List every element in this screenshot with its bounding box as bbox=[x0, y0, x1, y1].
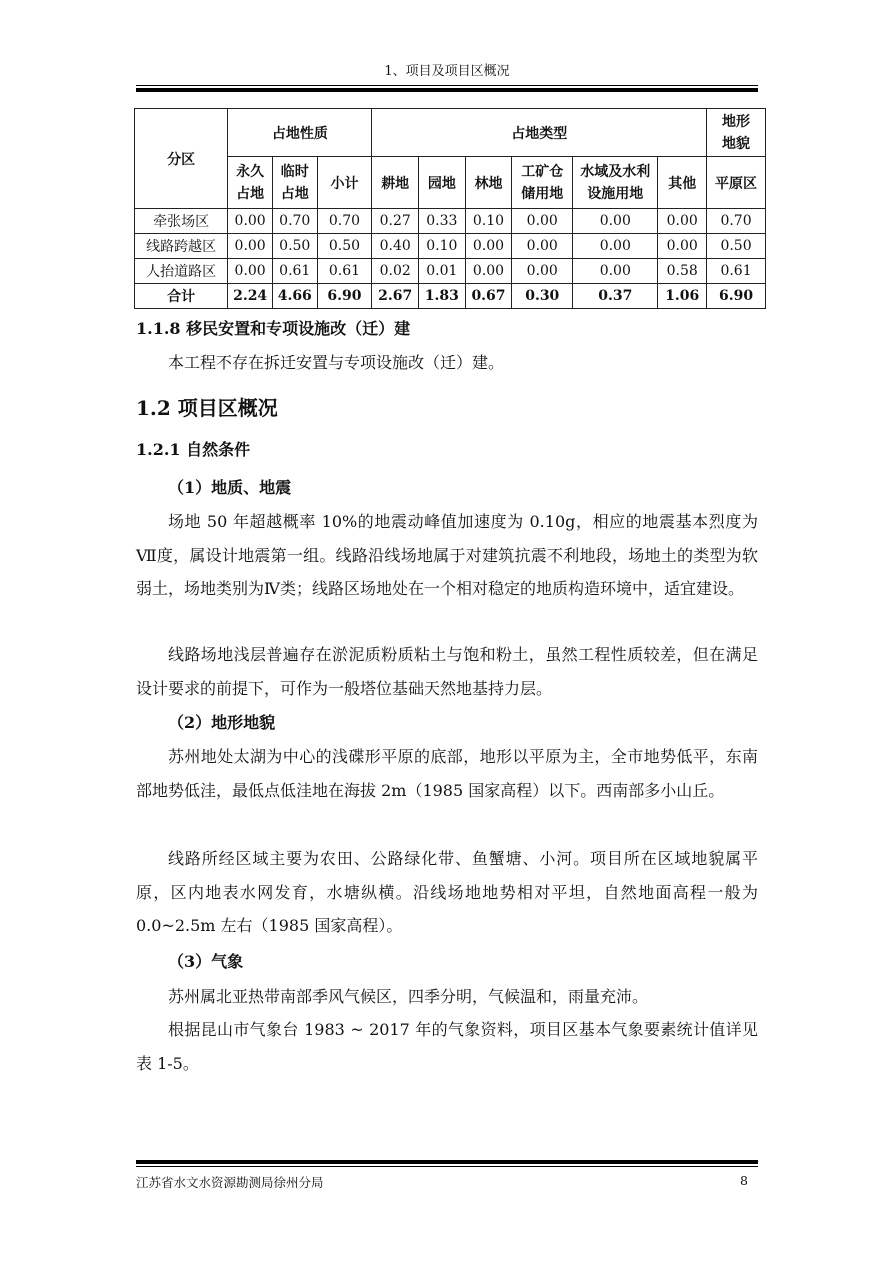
cell: 0.40 bbox=[372, 234, 419, 259]
page-header: 1、项目及项目区概况 bbox=[384, 64, 510, 79]
header-other: 其他 bbox=[658, 157, 707, 209]
cell: 0.10 bbox=[465, 209, 512, 234]
section-1-1-8-title: 1.1.8 移民安置和专项设施改（迁）建 bbox=[136, 319, 411, 338]
header-temporary: 临时占地 bbox=[272, 157, 317, 209]
header-forest: 林地 bbox=[465, 157, 512, 209]
paragraph-foundation: 线路场地浅层普遍存在淤泥质粉质粘土与饱和粉土，虽然工程性质较差，但在满足设计要求的前提下，可作为一般塔位基础天然地基持力层。 bbox=[136, 645, 758, 698]
table-row bbox=[135, 259, 766, 284]
header-land-type: 占地类型 bbox=[372, 109, 707, 157]
cell: 0.67 bbox=[465, 284, 512, 309]
subheading-climate: （3）气象 bbox=[168, 952, 244, 971]
header-plain: 平原区 bbox=[707, 157, 766, 209]
cell: 6.90 bbox=[317, 284, 372, 309]
section-1-1-8-text: 本工程不存在拆迁安置与专项设施改（迁）建。 bbox=[168, 353, 505, 372]
cell: 0.01 bbox=[419, 259, 466, 284]
cell: 0.00 bbox=[465, 259, 512, 284]
header-rule-thick bbox=[136, 88, 758, 92]
cell: 0.00 bbox=[512, 234, 573, 259]
cell: 0.00 bbox=[228, 234, 273, 259]
cell: 0.61 bbox=[272, 259, 317, 284]
cell: 6.90 bbox=[707, 284, 766, 309]
header-subtotal: 小计 bbox=[317, 157, 372, 209]
cell: 0.00 bbox=[512, 259, 573, 284]
cell: 0.30 bbox=[512, 284, 573, 309]
cell: 0.27 bbox=[372, 209, 419, 234]
land-use-table bbox=[134, 108, 766, 309]
section-1-2-1-title: 1.2.1 自然条件 bbox=[136, 440, 251, 459]
cell: 0.58 bbox=[658, 259, 707, 284]
paragraph-route-area: 线路所经区域主要为农田、公路绿化带、鱼蟹塘、小河。项目所在区域地貌属平原，区内地表水网发育，水塘纵横。沿线场地地势相对平坦，自然地面高程一般为 0.0~2.5m 左右（1985 国家高程）。 bbox=[136, 849, 758, 935]
paragraph-landform: 苏州地处太湖为中心的浅碟形平原的底部，地形以平原为主，全市地势低平，东南部地势低洼，最低点低洼地在海拔 2m（1985 国家高程）以下。西南部多小山丘。 bbox=[136, 747, 758, 800]
row-name: 线路跨越区 bbox=[135, 234, 228, 259]
cell: 0.50 bbox=[707, 234, 766, 259]
header-land-nature: 占地性质 bbox=[228, 109, 372, 157]
header-rule-thin bbox=[136, 85, 758, 86]
row-name: 牵张场区 bbox=[135, 209, 228, 234]
cell: 0.61 bbox=[707, 259, 766, 284]
cell: 0.70 bbox=[272, 209, 317, 234]
header-garden: 园地 bbox=[419, 157, 466, 209]
cell: 0.00 bbox=[573, 259, 658, 284]
cell: 4.66 bbox=[272, 284, 317, 309]
paragraph-climate: 苏州属北亚热带南部季风气候区，四季分明，气候温和，雨量充沛。 bbox=[168, 987, 649, 1006]
cell: 0.00 bbox=[658, 234, 707, 259]
header-farmland: 耕地 bbox=[372, 157, 419, 209]
footer-rule-thick bbox=[136, 1160, 758, 1164]
row-name: 人抬道路区 bbox=[135, 259, 228, 284]
section-1-2-title: 1.2 项目区概况 bbox=[136, 396, 278, 420]
cell: 2.67 bbox=[372, 284, 419, 309]
cell: 0.33 bbox=[419, 209, 466, 234]
page-number: 8 bbox=[740, 1173, 748, 1188]
cell: 2.24 bbox=[228, 284, 273, 309]
cell: 0.00 bbox=[228, 259, 273, 284]
cell: 1.83 bbox=[419, 284, 466, 309]
cell: 0.37 bbox=[573, 284, 658, 309]
subheading-terrain: （2）地形地貌 bbox=[168, 713, 276, 732]
table-total-row bbox=[135, 284, 766, 309]
cell: 0.70 bbox=[707, 209, 766, 234]
cell: 0.00 bbox=[573, 209, 658, 234]
cell: 0.00 bbox=[573, 234, 658, 259]
footer-rule-thin bbox=[136, 1166, 758, 1167]
row-name: 合计 bbox=[135, 284, 228, 309]
header-water: 水域及水利设施用地 bbox=[573, 157, 658, 209]
cell: 0.00 bbox=[228, 209, 273, 234]
paragraph-weather-data: 根据昆山市气象台 1983 ~ 2017 年的气象资料，项目区基本气象要素统计值详见表 1-5。 bbox=[136, 1020, 758, 1073]
subheading-geology: （1）地质、地震 bbox=[168, 478, 292, 497]
cell: 0.50 bbox=[272, 234, 317, 259]
cell: 0.00 bbox=[658, 209, 707, 234]
table-row bbox=[135, 234, 766, 259]
cell: 0.61 bbox=[317, 259, 372, 284]
footer-organization: 江苏省水文水资源勘测局徐州分局 bbox=[136, 1175, 324, 1190]
cell: 0.00 bbox=[512, 209, 573, 234]
header-terrain: 地形地貌 bbox=[707, 109, 766, 157]
cell: 0.02 bbox=[372, 259, 419, 284]
cell: 0.70 bbox=[317, 209, 372, 234]
paragraph-seismic: 场地 50 年超越概率 10%的地震动峰值加速度为 0.10g，相应的地震基本烈度为Ⅶ度，属设计地震第一组。线路沿线场地属于对建筑抗震不利地段，场地土的类型为软弱土，场地类别为Ⅳ类；线路区场地处在一个相对稳定的地质构造环境中，适宜建设。 bbox=[136, 512, 758, 598]
cell: 1.06 bbox=[658, 284, 707, 309]
table-row bbox=[135, 209, 766, 234]
cell: 0.50 bbox=[317, 234, 372, 259]
header-permanent: 永久占地 bbox=[228, 157, 273, 209]
cell: 0.00 bbox=[465, 234, 512, 259]
header-zone: 分区 bbox=[135, 109, 228, 209]
header-industrial: 工矿仓储用地 bbox=[512, 157, 573, 209]
cell: 0.10 bbox=[419, 234, 466, 259]
